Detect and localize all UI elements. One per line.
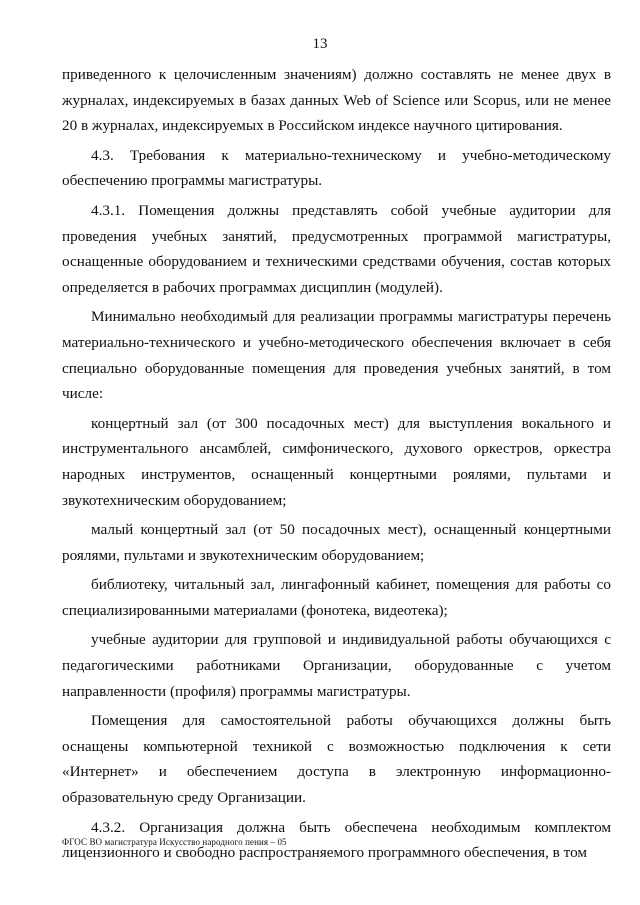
list-item-library: библиотеку, читальный зал, лингафонный кабинет, помещения для работы со специализированными материалами (фонотека, видеотека); (62, 576, 611, 619)
paragraph-4-3-1: 4.3.1. Помещения должны представлять собой учебные аудитории для проведения учебных занятий, предусмотренных программой магистратуры, оснащенные оборудованием и техническими средствами обучения, состав которых определяется в рабочих программах дисциплин (модулей). (62, 201, 611, 296)
list-item-small-concert-hall: малый концертный зал (от 50 посадочных мест), оснащенный концертными роялями, пультами и звукотехническим оборудованием; (62, 521, 611, 564)
list-item-concert-hall: концертный зал (от 300 посадочных мест) для выступления вокального и инструментального ансамблей, симфонического, духового оркестров, оркестра народных инструментов, оснащенный концертными роялями, пультами и звукотехническим оборудованием; (62, 414, 611, 509)
paragraph-4-3-2: 4.3.2. Организация должна быть обеспечена необходимым комплектом лицензионного и свободно распространяемого программного обеспечения, в том (62, 818, 611, 862)
list-item-classrooms: учебные аудитории для групповой и индивидуальной работы обучающихся с педагогическими работниками Организации, оборудованные с учетом направленности (профиля) программы магистратуры. (62, 631, 611, 700)
page-number: 13 (312, 36, 328, 52)
paragraph-continuation: приведенного к целочисленным значениям) должно составлять не менее двух в журналах, индексируемых в базах данных Web of Science или Scopus, или не менее 20 в журналах, индексируемых в Российском индексе научного цитирования. (62, 66, 611, 135)
document-body (62, 62, 611, 870)
page-footer: ФГОС ВО магистратура Искусство народного пения – 05 (62, 837, 287, 847)
section-heading-4-3: 4.3. Требования к материально-техническому и учебно-методическому обеспечению программы магистратуры. (62, 146, 611, 190)
paragraph-self-study-rooms: Помещения для самостоятельной работы обучающихся должны быть оснащены компьютерной техникой с возможностью подключения к сети «Интернет» и обеспечением доступа в электронную информационно-образовательную среду Организации. (62, 712, 611, 807)
paragraph-minimum-list: Минимально необходимый для реализации программы магистратуры перечень материально-технического и учебно-методического обеспечения включает в себя специально оборудованные помещения для проведения учебных занятий, в том числе: (62, 308, 611, 403)
